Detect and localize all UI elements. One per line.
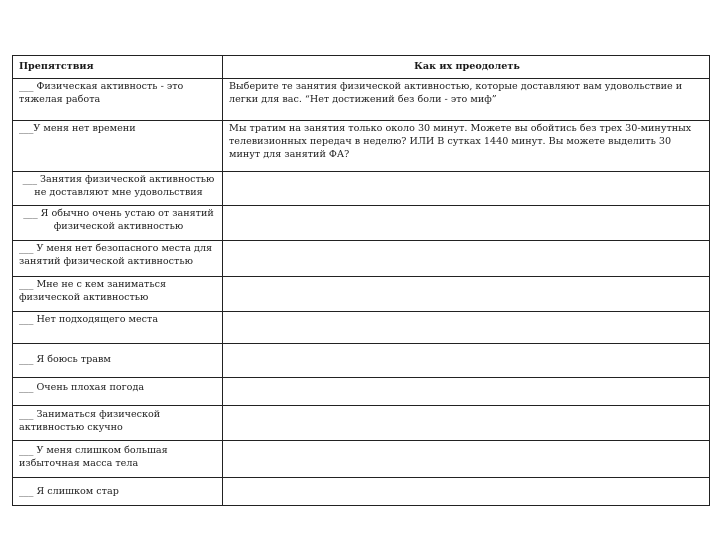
solution-cell [223, 378, 710, 406]
solution-cell [223, 277, 710, 312]
header-how-to-overcome: Как их преодолеть [223, 56, 710, 79]
table-row [13, 478, 710, 506]
table-row [13, 378, 710, 406]
obstacle-cell: ___У меня нет времени [13, 121, 223, 172]
obstacle-cell: ___ Мне не с кем заниматься физической активностью [13, 277, 223, 312]
table-row [13, 406, 710, 441]
obstacle-cell: ___ Занятия физической активностью не доставляют мне удовольствия [13, 172, 223, 206]
obstacle-cell: ___ Я обычно очень устаю от занятий физической активностью [13, 206, 223, 241]
solution-cell [223, 344, 710, 378]
table-row [13, 344, 710, 378]
obstacle-cell: ___ Нет подходящего места [13, 312, 223, 344]
table-row [13, 121, 710, 172]
header-obstacles: Препятствия [13, 56, 223, 79]
obstacles-table [12, 55, 710, 506]
solution-cell: Мы тратим на занятия только около 30 минут. Можете вы обойтись без трех 30-минутных телевизионных передач в неделю? ИЛИ В сутках 1440 минут. Вы можете выделить 30 минут для занятий ФА? [223, 121, 710, 172]
obstacle-cell: ___ Я боюсь травм [13, 344, 223, 378]
solution-cell [223, 172, 710, 206]
obstacle-cell: ___ Я слишком стар [13, 478, 223, 506]
solution-cell [223, 478, 710, 506]
obstacle-cell: ___ Заниматься физической активностью скучно [13, 406, 223, 441]
solution-cell [223, 312, 710, 344]
obstacle-cell: ___ У меня слишком большая избыточная масса тела [13, 441, 223, 478]
table-row [13, 441, 710, 478]
obstacle-cell: ___ У меня нет безопасного места для занятий физической активностью [13, 241, 223, 277]
table-header-row [13, 56, 710, 79]
table-row [13, 206, 710, 241]
obstacle-cell: ___ Очень плохая погода [13, 378, 223, 406]
solution-cell [223, 441, 710, 478]
solution-cell: Выберите те занятия физической активностью, которые доставляют вам удовольствие и легки для вас. “Нет достижений без боли - это миф” [223, 79, 710, 121]
table-row [13, 312, 710, 344]
solution-cell [223, 206, 710, 241]
obstacle-cell: ___ Физическая активность - это тяжелая работа [13, 79, 223, 121]
solution-cell [223, 241, 710, 277]
table-row [13, 79, 710, 121]
table-row [13, 172, 710, 206]
table-row [13, 277, 710, 312]
table-row [13, 241, 710, 277]
solution-cell [223, 406, 710, 441]
